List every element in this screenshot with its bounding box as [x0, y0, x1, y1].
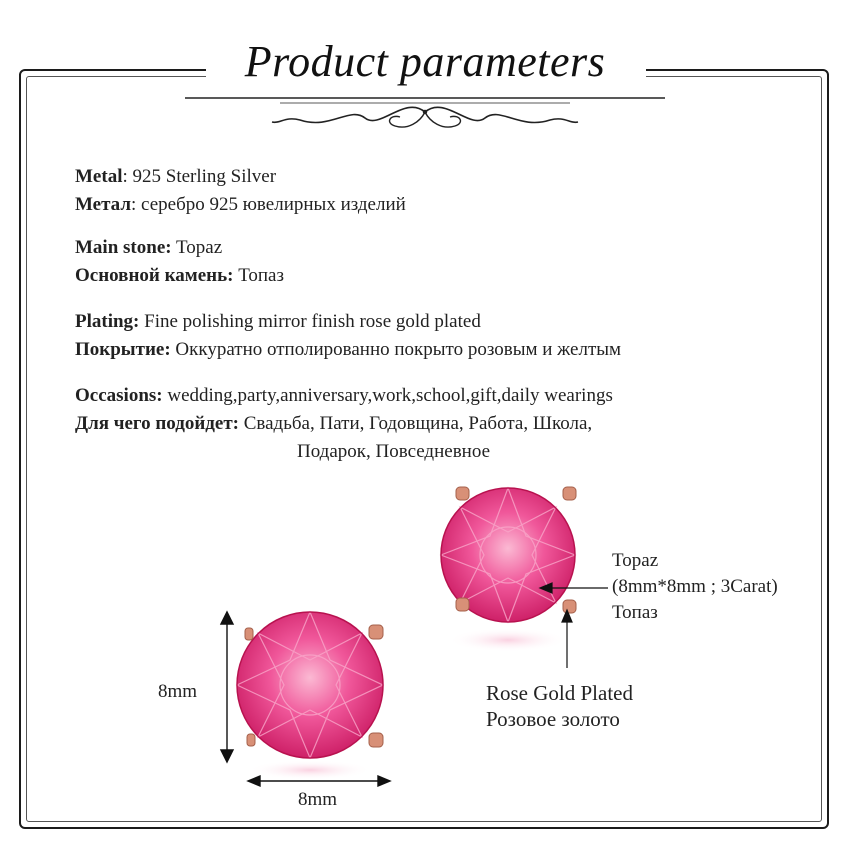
metal-label-en: Metal: [75, 166, 123, 187]
earring-left: [237, 612, 383, 780]
plating-caption: [486, 680, 633, 732]
stone-value-ru: Топаз: [233, 265, 284, 286]
plating-value-ru: Оккуратно отполированно покрыто розовым и желтым: [170, 339, 622, 360]
stone-label-en: Main stone:: [75, 237, 172, 258]
stone-pointer: [540, 583, 608, 593]
plating-caption-ru: Розовое золото: [486, 707, 620, 731]
plating-label-en: Plating:: [75, 311, 140, 332]
stone-caption-en: Topaz: [612, 550, 659, 571]
occasions-label-en: Occasions:: [75, 385, 163, 406]
stone-label-ru: Основной камень:: [75, 265, 234, 286]
height-dimension-arrow: [221, 612, 233, 762]
earring-right: [441, 487, 576, 652]
occasions-value-ru-2: Подарок, Повседневное: [297, 441, 491, 462]
stone-caption-size: (8mm*8mm ; 3Carat): [612, 576, 778, 597]
metal-value-en: : 925 Sterling Silver: [122, 166, 277, 187]
prong: [369, 733, 383, 747]
metal-value-ru: : серебро 925 ювелирных изделий: [131, 194, 406, 215]
prong: [369, 625, 383, 639]
plating-value-en: Fine polishing mirror finish rose gold plated: [139, 311, 481, 332]
occasions-value-ru: Свадьба, Пати, Годовщина, Работа, Школа,: [238, 413, 593, 434]
stone-caption-ru: Топаз: [612, 602, 658, 623]
stone-caption: [612, 548, 778, 626]
plating-label-ru: Покрытие:: [75, 339, 171, 360]
plating-caption-en: Rose Gold Plated: [486, 681, 633, 705]
page-title: Product parameters: [244, 37, 606, 86]
occasions-value-en: wedding,party,anniversary,work,school,gift,daily wearings: [162, 385, 613, 406]
width-label: 8mm: [298, 789, 338, 810]
stone-value-en: Topaz: [171, 237, 223, 258]
metal-label-ru: Метал: [75, 194, 132, 215]
height-label: 8mm: [158, 681, 198, 702]
occasions-label-ru: Для чего подойдет:: [75, 413, 239, 434]
